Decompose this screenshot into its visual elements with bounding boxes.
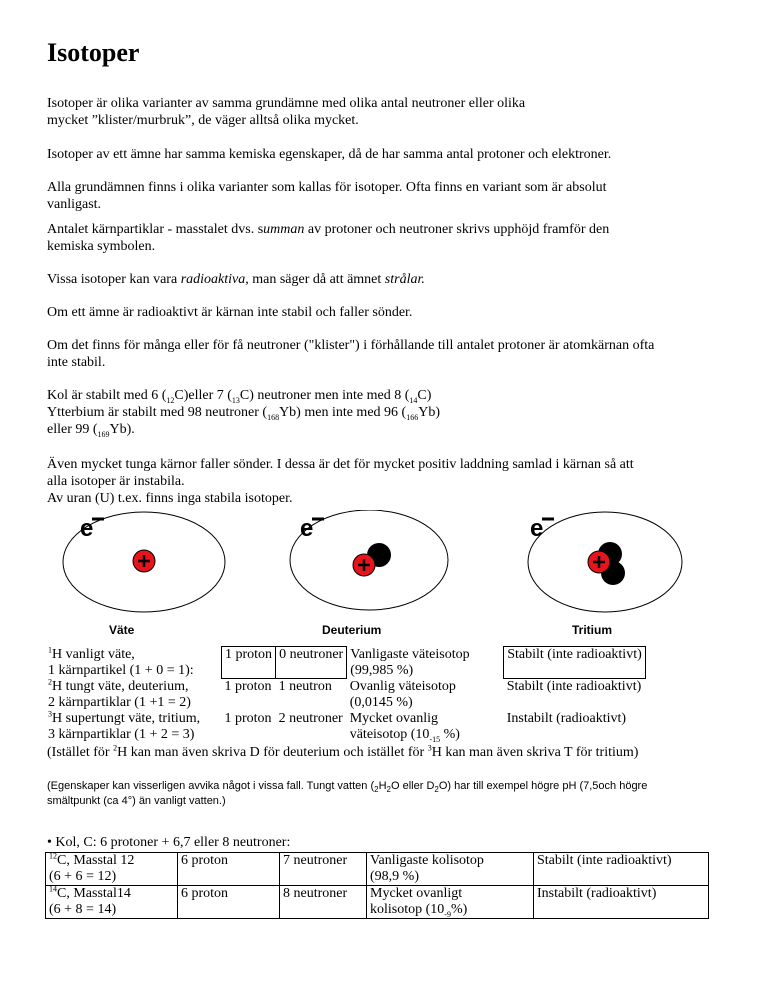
electron-symbol: e xyxy=(530,515,544,542)
neutron-cell: 8 neutroner xyxy=(280,886,367,919)
stability-cell: Stabilt (inte radioaktivt) xyxy=(504,647,646,679)
isotope-diagram xyxy=(47,510,717,642)
electron-symbol: e xyxy=(80,515,94,542)
isotope-cell: $^{14}$C, Masstal14 (6 + 8 = 14) xyxy=(46,886,178,919)
isotope-cell: $^3$H supertungt väte, tritium, 3 kärnpartiklar (1 + 2 = 3) xyxy=(48,708,201,742)
proton-cell: 1 proton xyxy=(222,647,276,679)
paragraph-examples: Kol är stabilt med 6 $(_{12}C)eller$ 7 $(_{13}C)$ neutroner men inte med 8 $(_{14}C)$ Ytterbium är stabilt med 98 neutroner $(_{168}Yb)$ men inte med 96 $(_{166}Yb)$ eller 99 $(_{169}Yb)$. xyxy=(47,388,440,439)
table-row xyxy=(46,886,709,919)
proton-cell: 1 proton xyxy=(224,710,272,726)
label-deuterium: Deuterium xyxy=(322,623,382,637)
table-row xyxy=(45,711,645,743)
table-row xyxy=(45,679,645,711)
atom-hydrogen xyxy=(63,512,225,637)
page-title: Isotoper xyxy=(47,38,140,67)
paragraph-mass-number: Antalet kärnpartiklar - masstalet dvs. summan av protoner och neutroner skrivs upphöjd framför den kemiska symbolen. xyxy=(47,222,610,254)
paragraph-properties: Isotoper av ett ämne har samma kemiska egenskaper, då de har samma antal protoner och elektroner. xyxy=(47,147,612,162)
stability-cell: Instabilt (radioaktivt) xyxy=(534,886,709,919)
paragraph-variants: Alla grundämnen finns i olika varianter som kallas för isotoper. Ofta finns en variant som är absolut vanligast. xyxy=(47,180,607,212)
abundance-cell: Ovanlig väteisotop (0,0145 %) xyxy=(349,678,456,710)
stability-cell: Stabilt (inte radioaktivt) xyxy=(506,679,642,694)
neutron-cell: 7 neutroner xyxy=(280,853,367,886)
neutron-cell: 1 neutron xyxy=(278,679,332,694)
stability-cell: Stabilt (inte radioaktivt) xyxy=(534,853,709,886)
carbon-isotope-table xyxy=(45,852,709,919)
paragraph-intro: Isotoper är olika varianter av samma grundämne med olika antal neutroner eller olika mycket ”klister/murbruk”, de väger alltså olika mycket. xyxy=(47,96,526,128)
electron-symbol: e xyxy=(300,515,314,542)
heavy-water-note: (Egenskaper kan visserligen avvika något i vissa fall. Tungt vatten ($_2H_2O$ eller $D_2O$) har till exempel högre pH (7,5och högre smältpunkt (ca 4°) än vanligt vatten.) xyxy=(47,780,648,807)
isotope-cell: $^{12}$C, Masstal 12 (6 + 6 = 12) xyxy=(46,853,178,886)
label-hydrogen: Väte xyxy=(109,623,135,637)
paragraph-radioactive: Vissa isotoper kan vara radioaktiva, man säger då att ämnet strålar. xyxy=(47,272,425,287)
abundance-cell: Vanligaste väteisotop (99,985 %) xyxy=(350,646,470,678)
paragraph-unstable: Om ett ämne är radioaktivt är kärnan inte stabil och faller sönder. xyxy=(47,305,413,320)
label-tritium: Tritium xyxy=(572,623,613,637)
notation-note: (Istället för $^2$H kan man även skriva D för deuterium och istället för $^3$H kan man även skriva T för tritium) xyxy=(47,743,639,760)
atom-tritium xyxy=(528,512,682,637)
abundance-cell: Mycket ovanlig väteisotop ($10_{-15}$ %) xyxy=(349,710,460,744)
isotope-cell: $^1$H vanligt väte, 1 kärnpartikel (1 + 0 = 1): xyxy=(48,644,194,678)
proton-cell: 6 proton xyxy=(178,886,280,919)
hydrogen-isotope-table xyxy=(45,646,646,743)
proton-cell: 1 proton xyxy=(224,679,272,694)
carbon-heading: • Kol, C: 6 protoner + 6,7 eller 8 neutroner: xyxy=(47,835,291,850)
table-row xyxy=(46,853,709,886)
neutron-cell: 2 neutroner xyxy=(278,710,343,726)
paragraph-neutron-ratio: Om det finns för många eller för få neutroner ("klister") i förhållande till antalet protoner är atomkärnan ofta inte stabil. xyxy=(47,338,655,370)
neutron-cell: 0 neutroner xyxy=(276,647,347,679)
abundance-cell: Vanligaste kolisotop (98,9 %) xyxy=(367,853,534,886)
atom-deuterium xyxy=(290,510,448,637)
paragraph-heavy-nuclei: Även mycket tunga kärnor faller sönder. I dessa är det för mycket positiv laddning samlad i kärnan så att alla isotoper är instabila. Av uran (U) t.ex. finns inga stabila isotoper. xyxy=(47,457,634,506)
proton-cell: 6 proton xyxy=(178,853,280,886)
table-row xyxy=(45,647,645,679)
stability-cell: Instabilt (radioaktivt) xyxy=(506,710,627,726)
isotope-cell: $^2$H tungt väte, deuterium, 2 kärnpartiklar (1 +1 = 2) xyxy=(48,676,191,710)
abundance-cell: Mycket ovanligt kolisotop $(10_{-9}\%)$ xyxy=(367,886,534,919)
